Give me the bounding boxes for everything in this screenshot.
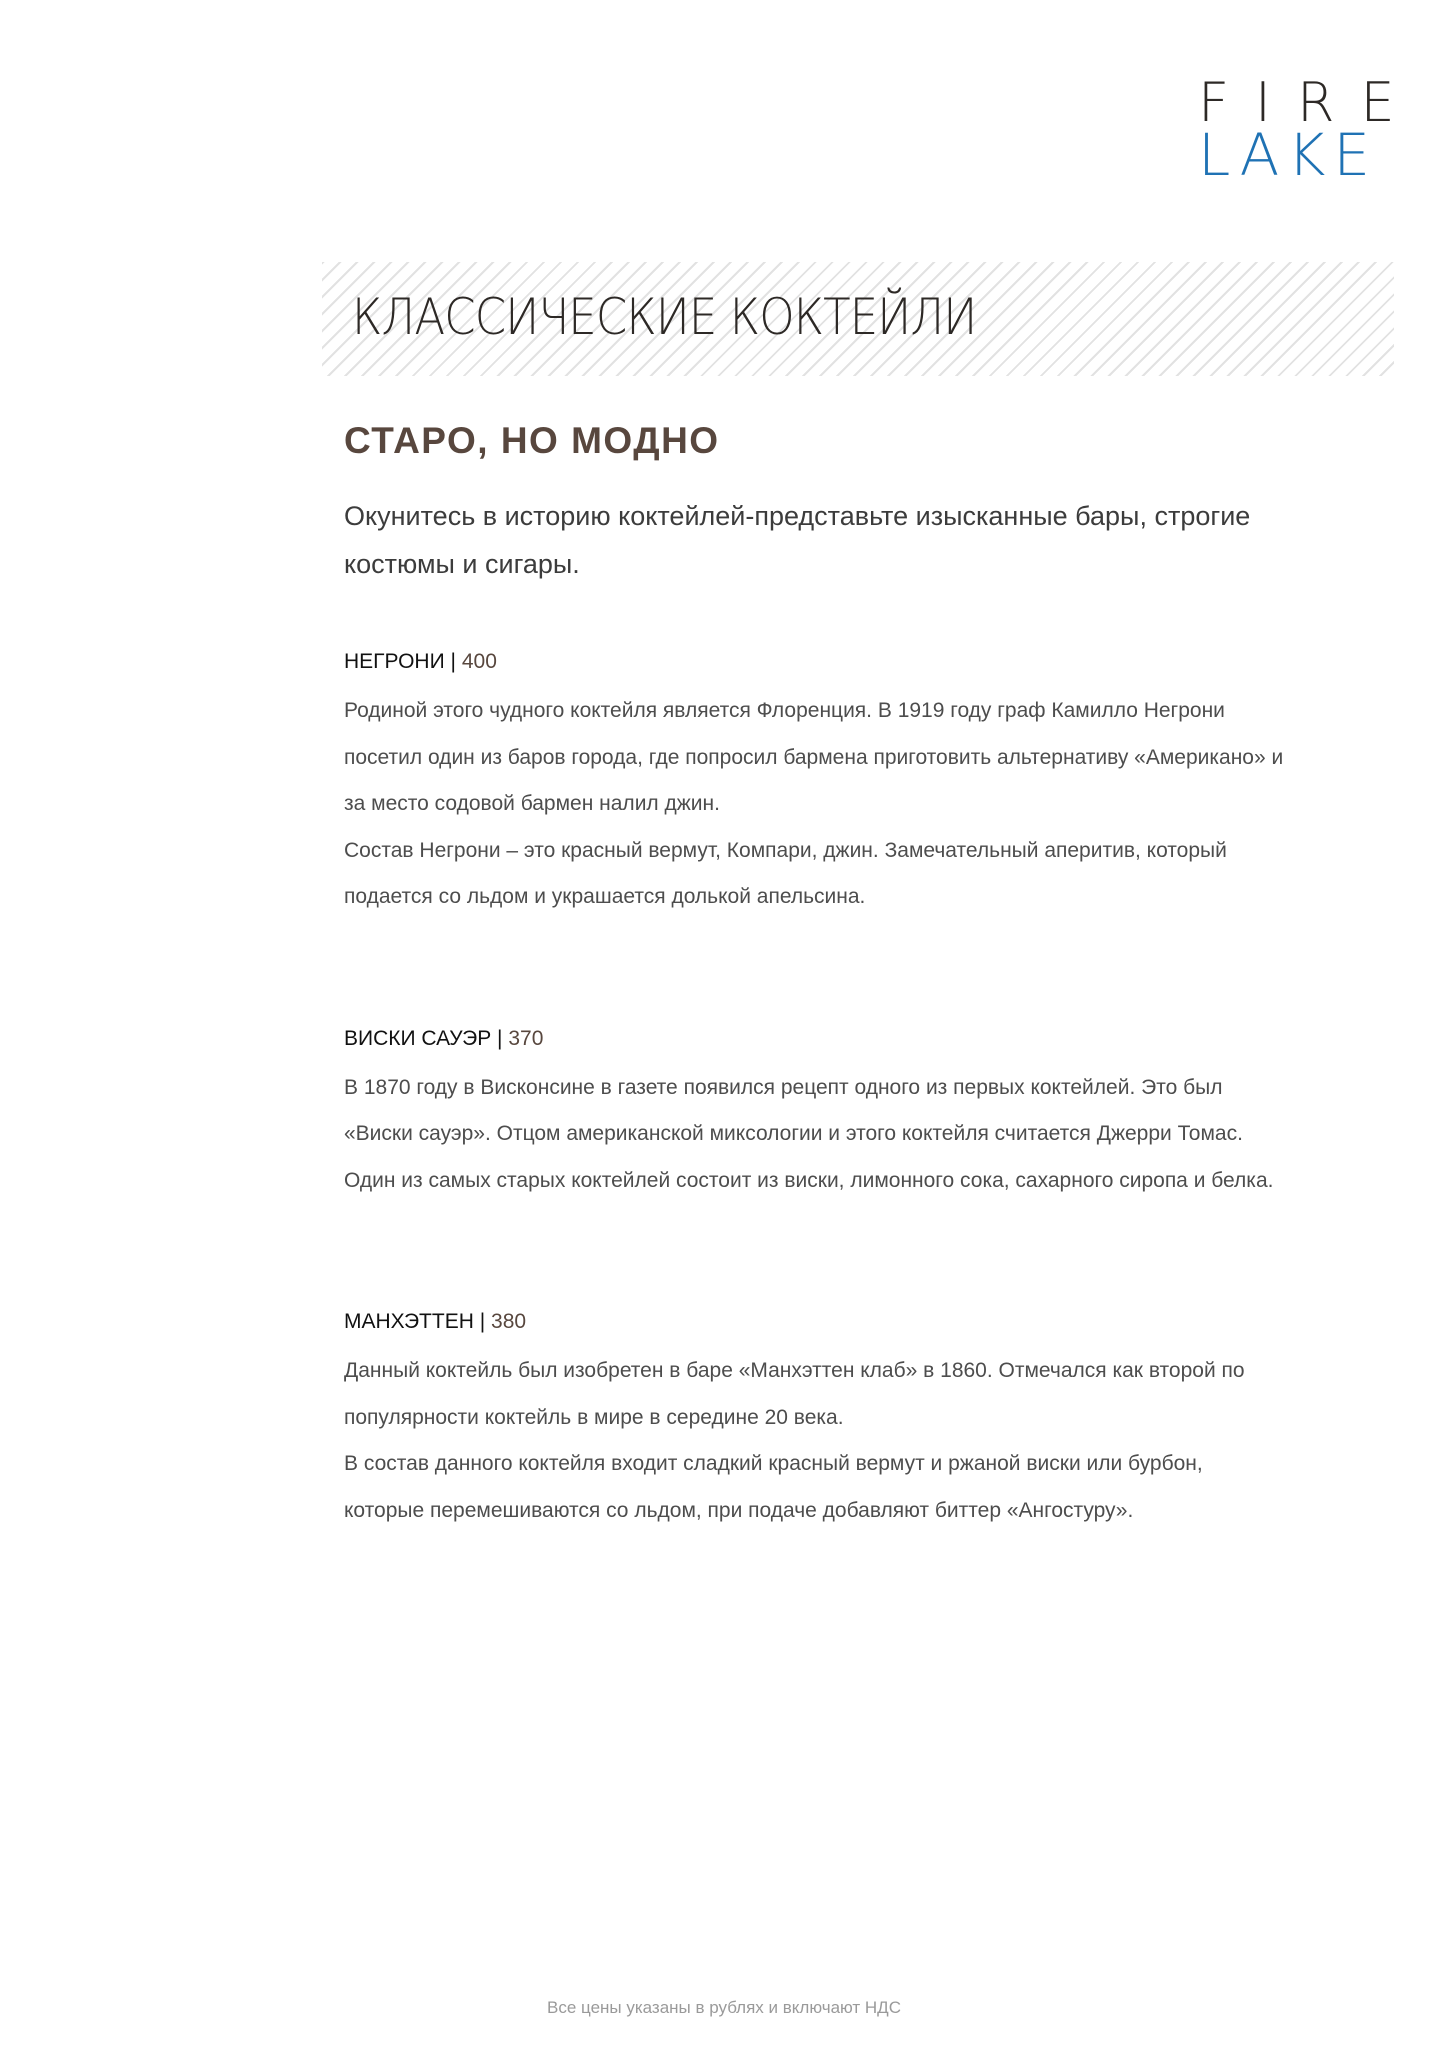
item-header bbox=[344, 1023, 1284, 1055]
description-paragraph: В состав данного коктейля входит сладкий красный вермут и ржаной виски или бурбон, которые перемешиваются со льдом, при подаче добавляют биттер «Ангостуру». bbox=[344, 1452, 1203, 1522]
description-paragraph: Родиной этого чудного коктейля является Флоренция. В 1919 году граф Камилло Негрони посетил один из баров города, где попросил бармена приготовить альтернативу «Американо» и за место содовой бармен налил джин. bbox=[344, 699, 1284, 815]
logo-fire: FIRE bbox=[1198, 71, 1421, 134]
item-price: 370 bbox=[508, 1026, 544, 1050]
item-header bbox=[344, 646, 1284, 678]
item-name: МАНХЭТТЕН bbox=[344, 1310, 474, 1333]
item-description bbox=[344, 1065, 1284, 1205]
menu-item-whiskey-sour bbox=[344, 1023, 1284, 1205]
item-name: НЕГРОНИ bbox=[344, 650, 445, 673]
footer-note: Все цены указаны в рублях и включают НДС bbox=[547, 1998, 901, 2017]
fire-lake-logo bbox=[1198, 71, 1421, 189]
description-paragraph: В 1870 году в Висконсине в газете появился рецепт одного из первых коктейлей. Это был «Виски сауэр». Отцом американской миксологии и этого коктейля считается Джерри Томас. Один из самых старых коктейлей состоит из виски, лимонного сока, сахарного сиропа и белка. bbox=[344, 1075, 1274, 1192]
subheading: СТАРО, НО МОДНО bbox=[344, 420, 720, 461]
price-separator: | bbox=[497, 1026, 503, 1050]
logo-lake: LAKE bbox=[1198, 121, 1379, 189]
item-price: 380 bbox=[491, 1310, 527, 1333]
section-header-band bbox=[322, 262, 1394, 376]
description-paragraph: Данный коктейль был изобретен в баре «Манхэттен клаб» в 1860. Отмечался как второй по популярности коктейль в мире в середине 20 века. bbox=[344, 1359, 1245, 1429]
item-description bbox=[344, 688, 1284, 921]
intro-text: Окунитесь в историю коктейлей-представьте изысканные бары, строгие костюмы и сигары. bbox=[344, 501, 1251, 579]
item-name: ВИСКИ САУЭР bbox=[344, 1026, 492, 1050]
description-paragraph: Состав Негрони – это красный вермут, Компари, джин. Замечательный аперитив, который подается со льдом и украшается долькой апельсина. bbox=[344, 838, 1227, 908]
item-description bbox=[344, 1348, 1284, 1534]
price-separator: | bbox=[450, 650, 456, 673]
section-title: КЛАССИЧЕСКИЕ КОКТЕЙЛИ bbox=[352, 288, 977, 346]
price-separator: | bbox=[479, 1310, 486, 1333]
item-price: 400 bbox=[461, 650, 497, 673]
item-header bbox=[344, 1306, 1284, 1338]
menu-item-manhattan bbox=[344, 1306, 1284, 1534]
menu-content bbox=[344, 420, 1284, 1534]
menu-item-negroni bbox=[344, 646, 1284, 921]
